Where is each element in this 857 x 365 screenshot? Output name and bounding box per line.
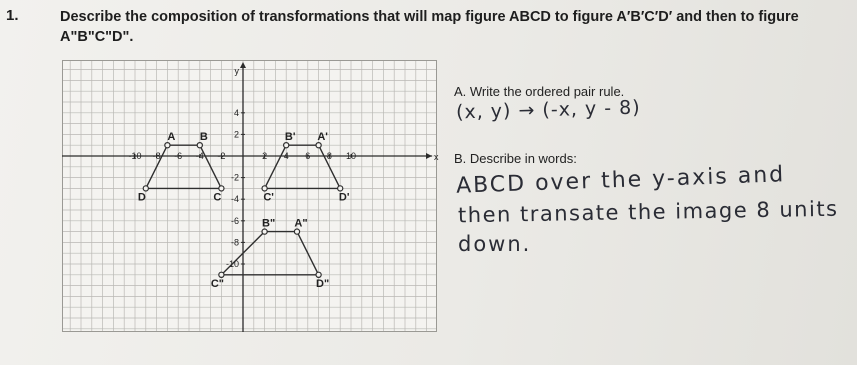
y-tick-label: -6 [230,215,239,226]
vertex-label: B' [284,131,296,144]
vertex-point [262,229,267,234]
vertex-point [284,143,289,148]
x-tick-label: 10 [345,151,357,161]
vertex-label: A" [294,217,308,230]
vertex-label: B [199,131,208,144]
handwritten-rule: (x, y) → (-x, y - 8) [455,96,641,124]
question-line-1: Describe the composition of transformations that will map figure ABCD to figure A′B′C′D′ and then to figure [60,9,799,25]
x-tick-label: -6 [174,151,183,161]
vertex-point [219,272,224,277]
vertex-point [165,143,170,148]
vertex-point [197,143,202,148]
vertex-label: C [213,191,222,204]
y-axis-label: y [234,66,239,76]
x-tick-label: 8 [326,151,332,161]
vertex-point [219,186,224,191]
vertex-label: D" [316,277,330,290]
vertex-label: A [167,131,176,144]
coordinate-plane [62,60,437,332]
question-line-2: A"B"C"D". [60,29,134,45]
vertex-point [316,272,321,277]
x-tick-label: 4 [283,151,289,161]
y-tick-label: -8 [230,237,239,248]
coordinate-plane-svg [62,60,437,332]
vertex-label: C" [210,277,224,290]
y-tick-label: -2 [230,172,239,183]
y-tick-label: 2 [233,129,239,140]
y-tick-label: -10 [225,259,239,269]
x-tick-label: 2 [262,151,268,161]
question-text [60,7,840,47]
vertex-point [338,186,343,191]
x-tick-label: -10 [128,151,142,161]
vertex-point [294,229,299,234]
question-number: 1. [6,7,19,24]
vertex-label: B" [262,217,276,230]
vertex-point [262,186,267,191]
handwritten-answer-line-2: then transate the image 8 units [457,196,839,228]
y-tick-label: 4 [233,107,239,118]
vertex-point [143,186,148,191]
vertex-point [316,143,321,148]
vertex-label: D' [338,191,350,204]
handwritten-answer-line-1: ABCD over the y-axis and [455,162,786,199]
x-tick-label: -8 [152,151,161,161]
x-tick-label: -4 [195,151,204,161]
part-b-prompt: B. Describe in words: [454,151,577,166]
x-axis-label: x [434,152,439,162]
x-tick-label: -2 [217,151,226,161]
y-tick-label: -4 [230,194,239,205]
part-a-prompt: A. Write the ordered pair rule. [454,84,625,99]
vertex-label: D [137,191,146,204]
x-tick-label: 6 [305,151,311,161]
grid-background [62,60,437,332]
vertex-label: C' [263,191,274,204]
handwritten-answer-line-3: down. [458,232,532,256]
vertex-label: A' [317,131,328,144]
